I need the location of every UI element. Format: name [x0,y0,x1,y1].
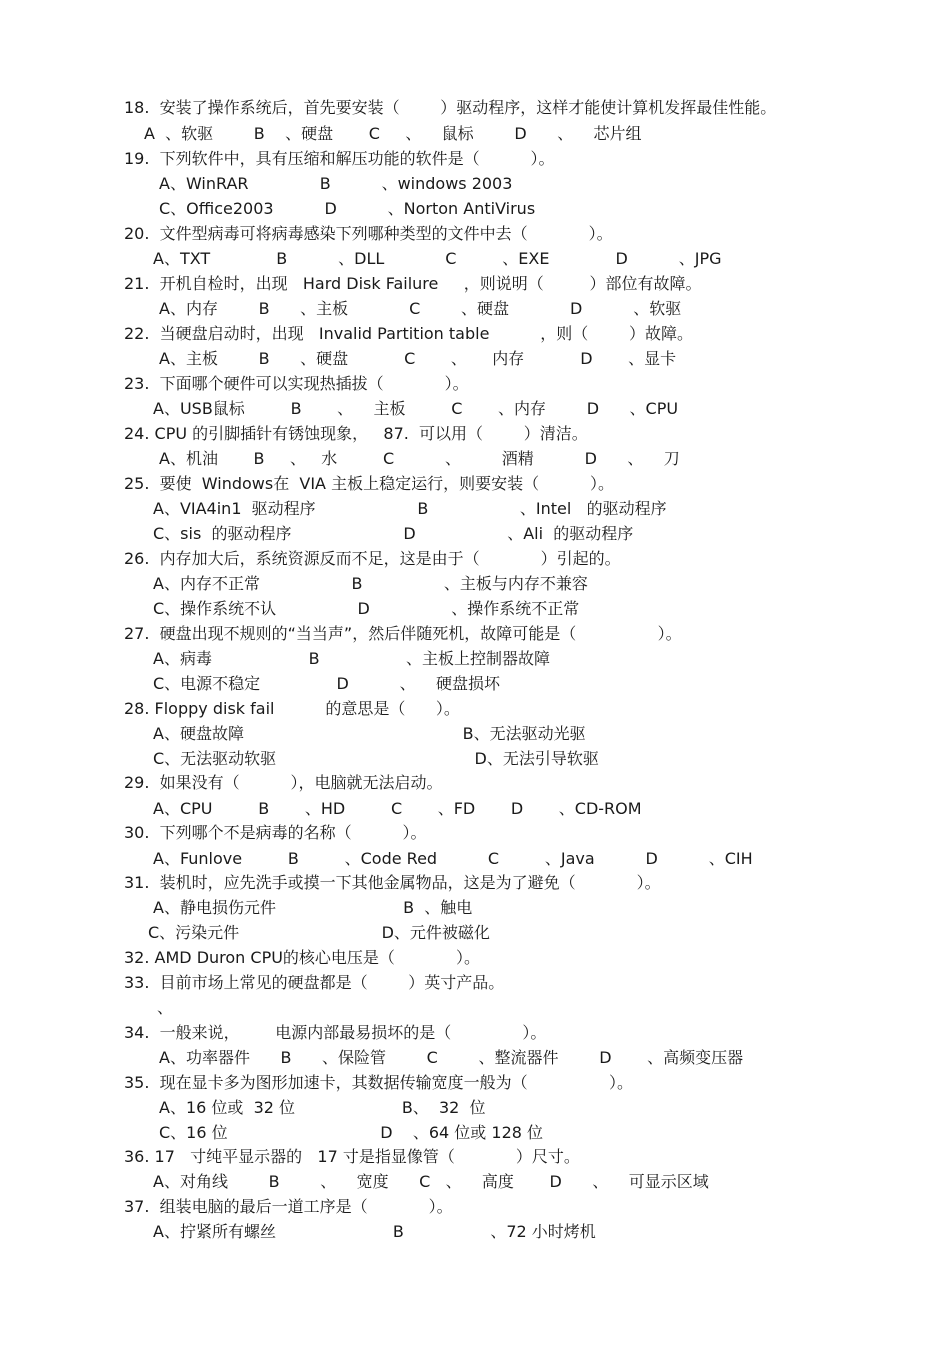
question-30: 30. 下列哪个不是病毒的名称（ ）。 [124,823,427,842]
question-18-options: A 、软驱 B 、硬盘 C 、 鼠标 D 、 芯片组 [144,124,642,143]
question-27-options-cd: C、电源不稳定 D 、 硬盘损坏 [153,674,500,693]
question-31-options-cd: C、污染元件 D、元件被磁化 [148,923,490,942]
question-26-options-ab: A、内存不正常 B 、主板与内存不兼容 [153,574,588,593]
question-29-options: A、CPU B 、HD C 、FD D 、CD-ROM [153,799,642,818]
question-29: 29. 如果没有（ ），电脑就无法启动。 [124,773,443,792]
question-33: 33. 目前市场上常见的硬盘都是（ ）英寸产品。 [124,973,505,992]
question-25: 25. 要使 Windows在 VIA 主板上稳定运行，则要安装（ ）。 [124,474,614,493]
question-33-stray-mark: 、 [157,998,174,1017]
question-28: 28. Floppy disk fail 的意思是（ ）。 [124,699,460,718]
question-35-options-ab: A、16 位或 32 位 B、 32 位 [159,1098,486,1117]
question-31-options-ab: A、静电损伤元件 B 、触电 [153,898,473,917]
question-32: 32. AMD Duron CPU的核心电压是（ ）。 [124,948,480,967]
question-26-options-cd: C、操作系统不认 D 、操作系统不正常 [153,599,580,618]
question-22: 22. 当硬盘启动时，出现 Invalid Partition table ，则（ ）故障。 [124,324,693,343]
question-36-options: A、对角线 B 、 宽度 C 、 高度 D 、 可显示区域 [153,1172,709,1191]
question-23-options: A、USB鼠标 B 、 主板 C 、内存 D 、CPU [153,399,679,418]
question-20-options: A、TXT B 、DLL C 、EXE D 、JPG [153,249,722,268]
question-26: 26. 内存加大后，系统资源反而不足，这是由于（ ）引起的。 [124,549,621,568]
question-24: 24. CPU 的引脚插针有锈蚀现象， 87. 可以用（ ）清洁。 [124,424,588,443]
question-22-options: A、主板 B 、硬盘 C 、 内存 D 、显卡 [159,349,677,368]
question-31: 31. 装机时，应先洗手或摸一下其他金属物品，这是为了避免（ ）。 [124,873,661,892]
question-27: 27. 硬盘出现不规则的“当当声”，然后伴随死机，故障可能是（ ）。 [124,624,682,643]
question-20: 20. 文件型病毒可将病毒感染下列哪种类型的文件中去（ ）。 [124,224,613,243]
question-19: 19. 下列软件中，具有压缩和解压功能的软件是（ ）。 [124,149,555,168]
question-30-options: A、Funlove B 、Code Red C 、Java D 、CIH [153,849,753,868]
question-19-options-ab: A、WinRAR B 、windows 2003 [159,174,513,193]
question-18: 18. 安装了操作系统后，首先要安装（ ）驱动程序，这样才能使计算机发挥最佳性能。 [124,98,777,117]
question-28-options-cd: C、无法驱动软驱 D、无法引导软驱 [153,749,599,768]
question-35-options-cd: C、16 位 D 、64 位或 128 位 [159,1123,544,1142]
question-36: 36. 17 寸纯平显示器的 17 寸是指显像管（ ）尺寸。 [124,1147,580,1166]
question-21-options: A、内存 B 、主板 C 、硬盘 D 、软驱 [159,299,682,318]
question-23: 23. 下面哪个硬件可以实现热插拔（ ）。 [124,374,469,393]
question-19-options-cd: C、Office2003 D 、Norton AntiVirus [159,199,536,218]
question-35: 35. 现在显卡多为图形加速卡，其数据传输宽度一般为（ ）。 [124,1073,633,1092]
question-34-options: A、功率器件 B 、保险管 C 、整流器件 D 、高频变压器 [159,1048,744,1067]
question-37: 37. 组装电脑的最后一道工序是（ ）。 [124,1197,453,1216]
question-25-options-ab: A、VIA4in1 驱动程序 B 、Intel 的驱动程序 [153,499,667,518]
question-28-options-ab: A、硬盘故障 B、无法驱动光驱 [153,724,586,743]
question-21: 21. 开机自检时，出现 Hard Disk Failure ，则说明（ ）部位有故障。 [124,274,702,293]
question-24-options: A、机油 B 、 水 C 、 酒精 D 、 刀 [159,449,680,468]
question-25-options-cd: C、sis 的驱动程序 D 、Ali 的驱动程序 [153,524,634,543]
question-37-options: A、拧紧所有螺丝 B 、72 小时烤机 [153,1222,596,1241]
question-27-options-ab: A、病毒 B 、主板上控制器故障 [153,649,551,668]
question-34: 34. 一般来说， 电源内部最易损坏的是（ ）。 [124,1023,547,1042]
